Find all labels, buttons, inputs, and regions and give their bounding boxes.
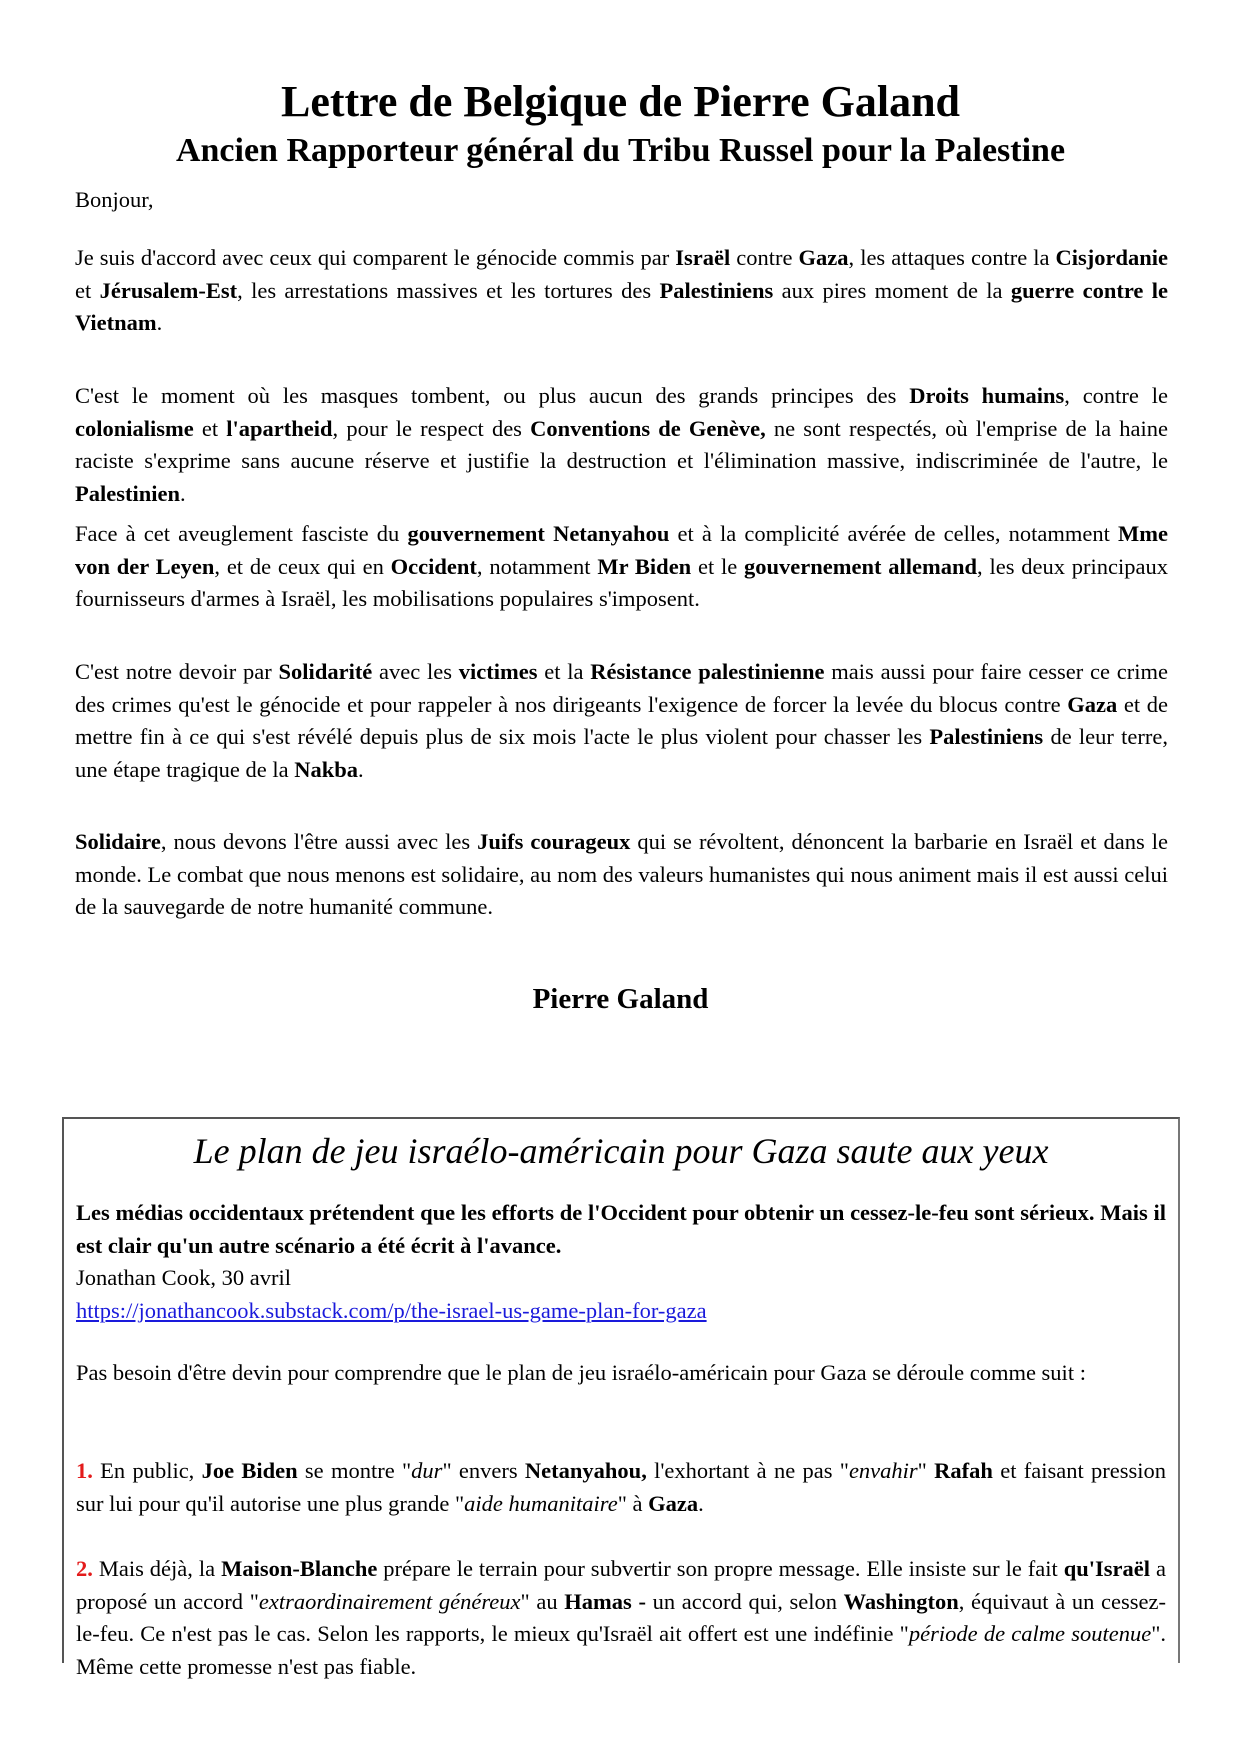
- point-number: 1.: [76, 1458, 93, 1483]
- intro-text: Pas besoin d'être devin pour comprendre que le plan de jeu israélo-américain pour Gaza se déroule comme suit :: [76, 1360, 1086, 1385]
- document-subtitle: Ancien Rapporteur général du Tribu Russel pour la Palestine: [175, 132, 1066, 169]
- point-text: En public, Joe Biden se montre "dur" envers Netanyahou, l'exhortant à ne pas "envahir" Rafah et faisant pression sur lui pour qu'il autorise une plus grande "aide humanitaire" à Gaza.: [76, 1458, 1166, 1516]
- byline: Jonathan Cook, 30 avril: [76, 1265, 291, 1290]
- article-intro: [76, 1357, 1166, 1390]
- article-title: Le plan de jeu israélo-américain pour Gaza saute aux yeux: [193, 1131, 1049, 1171]
- paragraph-text: Je suis d'accord avec ceux qui comparent le génocide commis par Israël contre Gaza, les attaques contre la Cisjordanie et Jérusalem-Est, les arrestations massives et les tortures des Palestiniens aux pires moment de la guerre contre le Vietnam.: [75, 245, 1169, 335]
- article-point-2: [76, 1553, 1166, 1683]
- letter-paragraph-2: [75, 380, 1168, 510]
- letter-paragraph-5: [75, 826, 1168, 924]
- letter-greeting: [75, 184, 1168, 217]
- point-number: 2.: [76, 1556, 93, 1581]
- paragraph-text: Face à cet aveuglement fasciste du gouvernement Netanyahou et à la complicité avérée de celles, notamment Mme von der Leyen, et de ceux qui en Occident, notamment Mr Biden et le gouvernement allemand, les deux principaux fournisseurs d'armes à Israël, les mobilisations populaires s'imposent.: [75, 521, 1168, 611]
- letter-paragraph-1: [75, 242, 1168, 340]
- greeting-text: Bonjour,: [75, 187, 154, 212]
- paragraph-text: C'est le moment où les masques tombent, ou plus aucun des grands principes des Droits humains, contre le colonialisme et l'apartheid, pour le respect des Conventions de Genève, ne sont respectés, où l'emprise de la haine raciste s'exprime sans aucune réserve et justifie la destruction et l'élimination massive, indiscriminée de l'autre, le Palestinien.: [75, 383, 1168, 506]
- point-text: Mais déjà, la Maison-Blanche prépare le terrain pour subvertir son propre message. Elle insiste sur le fait qu'Israël a proposé un accord "extraordinairement généreux" au Hamas - un accord qui, selon Washington, équivaut à un cessez-le-feu. Ce n'est pas le cas. Selon les rapports, le mieux qu'Israël ait offert est une indéfinie "période de calme soutenue". Même cette promesse n'est pas fiable.: [76, 1556, 1166, 1679]
- letter-paragraph-4: [75, 656, 1168, 786]
- article-link[interactable]: https://jonathancook.substack.com/p/the-israel-us-game-plan-for-gaza: [76, 1297, 707, 1323]
- lead-text: Les médias occidentaux prétendent que les efforts de l'Occident pour obtenir un cessez-le-feu sont sérieux. Mais il est clair qu'un autre scénario a été écrit à l'avance.: [76, 1200, 1166, 1258]
- article-lead: [76, 1197, 1166, 1327]
- document-title: Lettre de Belgique de Pierre Galand: [280, 77, 961, 126]
- article-point-1: [76, 1455, 1166, 1520]
- paragraph-text: C'est notre devoir par Solidarité avec les victimes et la Résistance palestinienne mais aussi pour faire cesser ce crime des crimes qu'est le génocide et pour rappeler à nos dirigeants l'exigence de forcer la levée du blocus contre Gaza et de mettre fin à ce qui s'est révélé depuis plus de six mois l'acte le plus violent pour chasser les Palestiniens de leur terre, une étape tragique de la Nakba.: [75, 659, 1168, 782]
- letter-paragraph-3: [75, 518, 1168, 616]
- signature: Pierre Galand: [532, 983, 709, 1015]
- paragraph-text: Solidaire, nous devons l'être aussi avec les Juifs courageux qui se révoltent, dénoncent la barbarie en Israël et dans le monde. Le combat que nous menons est solidaire, au nom des valeurs humanistes qui nous animent mais il est aussi celui de la sauvegarde de notre humanité commune.: [75, 829, 1169, 919]
- article-box: [62, 1117, 1180, 1679]
